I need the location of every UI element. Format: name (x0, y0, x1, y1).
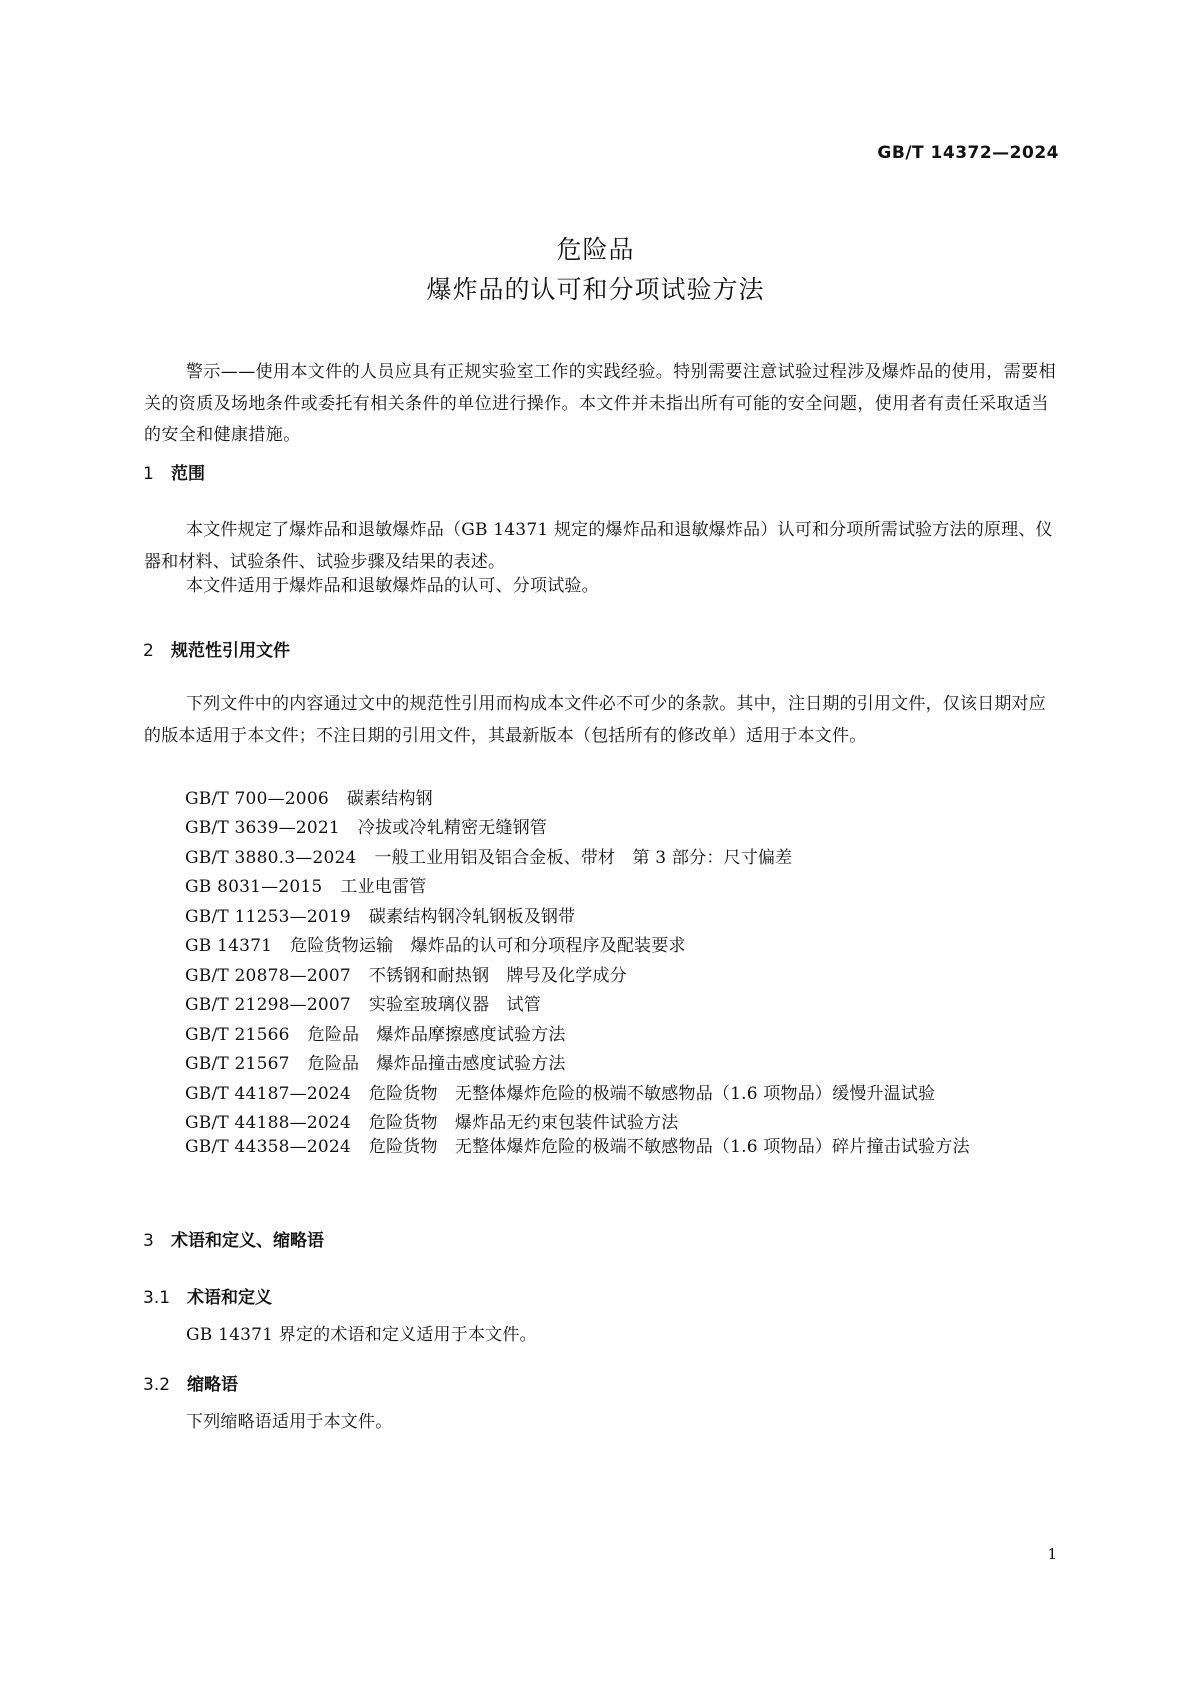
reference-code: GB/T 21298—2007 (185, 995, 351, 1015)
section-number: 3 (143, 1231, 154, 1251)
reference-code: GB/T 11253—2019 (185, 907, 351, 927)
reference-code: GB 8031—2015 (185, 877, 323, 897)
reference-name: 碳素结构钢 (346, 789, 433, 809)
section-title: 规范性引用文件 (171, 641, 290, 661)
reference-item (185, 813, 547, 838)
reference-item (185, 1079, 935, 1104)
section-1-heading (143, 459, 205, 484)
paragraph: 本文件规定了爆炸品和退敏爆炸品（GB 14371 规定的爆炸品和退敏爆炸品）认可和分项所需试验方法的原理、仪器和材料、试验条件、试验步骤及结果的表述。 (144, 520, 1053, 572)
reference-item (185, 961, 627, 986)
reference-code: GB/T 21566 (185, 1025, 290, 1045)
reference-name: 危险货物 爆炸品无约束包装件试验方法 (368, 1113, 679, 1133)
section-3-1-heading (143, 1283, 272, 1308)
reference-item (185, 931, 686, 956)
reference-item (144, 1132, 1059, 1164)
document-title-line1: 危险品 (556, 235, 635, 264)
reference-code: GB/T 700—2006 (185, 789, 329, 809)
reference-item (185, 1049, 566, 1074)
reference-item (185, 990, 541, 1015)
reference-name: 实验室玻璃仪器 试管 (368, 995, 541, 1015)
reference-item (185, 784, 433, 809)
reference-name: 危险货物 无整体爆炸危险的极端不敏感物品（1.6 项物品）碎片撞击试验方法 (368, 1137, 970, 1157)
paragraph: GB 14371 界定的术语和定义适用于本文件。 (186, 1325, 537, 1345)
page-number: 1 (1047, 1545, 1057, 1563)
paragraph: 下列缩略语适用于本文件。 (186, 1412, 393, 1432)
section-3-heading (143, 1226, 324, 1251)
warning-text: 警示——使用本文件的人员应具有正规实验室工作的实践经验。特别需要注意试验过程涉及爆炸品的使用，需要相关的资质及场地条件或委托有相关条件的单位进行操作。本文件并未指出所有可能的安全问题，使用者有责任采取适当的安全和健康措施。 (144, 362, 1056, 445)
reference-code: GB/T 3880.3—2024 (185, 848, 357, 868)
reference-name: 一般工业用铝及铝合金板、带材 第 3 部分：尺寸偏差 (374, 848, 793, 868)
reference-name: 工业电雷管 (340, 877, 427, 897)
reference-item (185, 902, 575, 927)
reference-item (185, 843, 792, 868)
section-number: 2 (143, 641, 154, 661)
reference-name: 危险货物运输 爆炸品的认可和分项程序及配装要求 (290, 936, 686, 956)
reference-name: 不锈钢和耐热钢 牌号及化学成分 (368, 966, 627, 986)
section-number: 1 (143, 464, 154, 484)
section-number: 3.2 (143, 1375, 171, 1395)
reference-code: GB/T 44358—2024 (185, 1137, 351, 1157)
reference-item (185, 872, 426, 897)
reference-name: 冷拔或冷轧精密无缝钢管 (357, 818, 548, 838)
reference-name: 危险品 爆炸品撞击感度试验方法 (307, 1054, 566, 1074)
reference-code: GB/T 44188—2024 (185, 1113, 351, 1133)
section-3-2-heading (143, 1370, 238, 1395)
section-2-heading (143, 636, 290, 661)
reference-name: 碳素结构钢冷轧钢板及钢带 (368, 907, 576, 927)
section-title: 范围 (171, 464, 205, 484)
document-title-line2: 爆炸品的认可和分项试验方法 (426, 275, 765, 304)
reference-code: GB/T 3639—2021 (185, 818, 340, 838)
reference-name: 危险品 爆炸品摩擦感度试验方法 (307, 1025, 566, 1045)
paragraph: 下列文件中的内容通过文中的规范性引用而构成本文件必不可少的条款。其中，注日期的引用文件，仅该日期对应的版本适用于本文件；不注日期的引用文件，其最新版本（包括所有的修改单）适用于本文件。 (144, 694, 1046, 746)
section-title: 术语和定义 (187, 1288, 272, 1308)
reference-code: GB/T 21567 (185, 1054, 290, 1074)
reference-name: 危险货物 无整体爆炸危险的极端不敏感物品（1.6 项物品）缓慢升温试验 (368, 1084, 936, 1104)
reference-item (185, 1020, 566, 1045)
paragraph: 本文件适用于爆炸品和退敏爆炸品的认可、分项试验。 (186, 576, 599, 596)
reference-item (185, 1108, 679, 1133)
section-title: 术语和定义、缩略语 (171, 1231, 324, 1251)
section-title: 缩略语 (187, 1375, 238, 1395)
reference-code: GB/T 20878—2007 (185, 966, 351, 986)
section-number: 3.1 (143, 1288, 171, 1308)
reference-code: GB 14371 (185, 936, 273, 956)
reference-code: GB/T 44187—2024 (185, 1084, 351, 1104)
standard-number: GB/T 14372—2024 (877, 143, 1059, 163)
